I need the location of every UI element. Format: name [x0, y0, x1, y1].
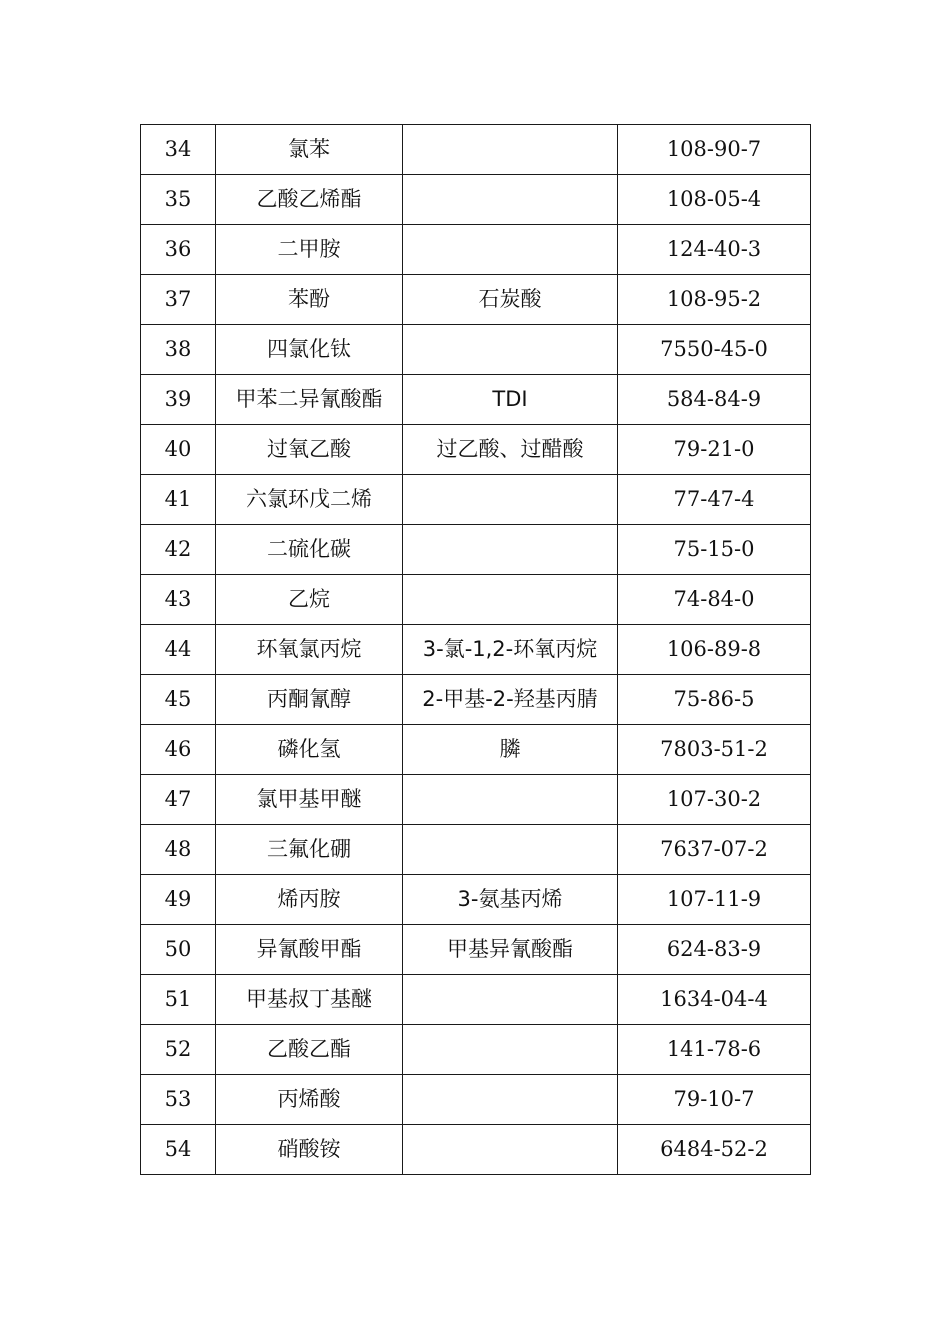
- chemical-name-cell: 过氧乙酸: [216, 425, 403, 475]
- cas-number-cell: 141-78-6: [618, 1025, 811, 1075]
- chemical-name-cell: 硝酸铵: [216, 1125, 403, 1175]
- table-row: [141, 1125, 811, 1175]
- chemical-name-cell: 乙酸乙烯酯: [216, 175, 403, 225]
- cas-number-cell: 6484-52-2: [618, 1125, 811, 1175]
- alias-cell: [403, 1025, 618, 1075]
- row-number-cell: 43: [141, 575, 216, 625]
- row-number-cell: 45: [141, 675, 216, 725]
- row-number-cell: 54: [141, 1125, 216, 1175]
- row-number-cell: 44: [141, 625, 216, 675]
- cas-number-cell: 7550-45-0: [618, 325, 811, 375]
- row-number-cell: 52: [141, 1025, 216, 1075]
- alias-cell: [403, 775, 618, 825]
- chemical-name-cell: 四氯化钛: [216, 325, 403, 375]
- chemical-name-cell: 环氧氯丙烷: [216, 625, 403, 675]
- row-number-cell: 50: [141, 925, 216, 975]
- chemical-name-cell: 氯甲基甲醚: [216, 775, 403, 825]
- row-number-cell: 38: [141, 325, 216, 375]
- table-row: [141, 225, 811, 275]
- table-row: [141, 325, 811, 375]
- alias-cell: 3-氯-1,2-环氧丙烷: [403, 625, 618, 675]
- alias-cell: [403, 825, 618, 875]
- chemical-name-cell: 异氰酸甲酯: [216, 925, 403, 975]
- row-number-cell: 37: [141, 275, 216, 325]
- alias-cell: [403, 975, 618, 1025]
- table-body: [141, 125, 811, 1175]
- chemical-name-cell: 六氯环戊二烯: [216, 475, 403, 525]
- row-number-cell: 36: [141, 225, 216, 275]
- cas-number-cell: 7803-51-2: [618, 725, 811, 775]
- cas-number-cell: 108-90-7: [618, 125, 811, 175]
- table-row: [141, 425, 811, 475]
- cas-number-cell: 79-21-0: [618, 425, 811, 475]
- cas-number-cell: 108-95-2: [618, 275, 811, 325]
- alias-cell: 过乙酸、过醋酸: [403, 425, 618, 475]
- row-number-cell: 35: [141, 175, 216, 225]
- alias-cell: [403, 525, 618, 575]
- chemical-name-cell: 三氟化硼: [216, 825, 403, 875]
- alias-cell: [403, 225, 618, 275]
- table-row: [141, 975, 811, 1025]
- alias-cell: TDI: [403, 375, 618, 425]
- chemical-name-cell: 甲基叔丁基醚: [216, 975, 403, 1025]
- chemical-name-cell: 丙酮氰醇: [216, 675, 403, 725]
- table-row: [141, 675, 811, 725]
- alias-cell: 2-甲基-2-羟基丙腈: [403, 675, 618, 725]
- table-row: [141, 1025, 811, 1075]
- cas-number-cell: 77-47-4: [618, 475, 811, 525]
- chemical-table: [140, 124, 811, 1175]
- alias-cell: [403, 125, 618, 175]
- chemical-name-cell: 丙烯酸: [216, 1075, 403, 1125]
- alias-cell: [403, 325, 618, 375]
- chemical-name-cell: 苯酚: [216, 275, 403, 325]
- alias-cell: [403, 1075, 618, 1125]
- table-row: [141, 775, 811, 825]
- alias-cell: [403, 175, 618, 225]
- row-number-cell: 40: [141, 425, 216, 475]
- table-row: [141, 375, 811, 425]
- alias-cell: 石炭酸: [403, 275, 618, 325]
- chemical-name-cell: 乙酸乙酯: [216, 1025, 403, 1075]
- cas-number-cell: 75-15-0: [618, 525, 811, 575]
- cas-number-cell: 124-40-3: [618, 225, 811, 275]
- cas-number-cell: 107-30-2: [618, 775, 811, 825]
- table-row: [141, 575, 811, 625]
- alias-cell: 膦: [403, 725, 618, 775]
- cas-number-cell: 584-84-9: [618, 375, 811, 425]
- cas-number-cell: 108-05-4: [618, 175, 811, 225]
- row-number-cell: 39: [141, 375, 216, 425]
- cas-number-cell: 75-86-5: [618, 675, 811, 725]
- cas-number-cell: 106-89-8: [618, 625, 811, 675]
- row-number-cell: 51: [141, 975, 216, 1025]
- alias-cell: [403, 1125, 618, 1175]
- chemical-name-cell: 二硫化碳: [216, 525, 403, 575]
- alias-cell: 3-氨基丙烯: [403, 875, 618, 925]
- cas-number-cell: 1634-04-4: [618, 975, 811, 1025]
- row-number-cell: 42: [141, 525, 216, 575]
- cas-number-cell: 107-11-9: [618, 875, 811, 925]
- row-number-cell: 48: [141, 825, 216, 875]
- cas-number-cell: 624-83-9: [618, 925, 811, 975]
- chemical-name-cell: 二甲胺: [216, 225, 403, 275]
- chemical-name-cell: 氯苯: [216, 125, 403, 175]
- table-row: [141, 725, 811, 775]
- row-number-cell: 41: [141, 475, 216, 525]
- alias-cell: 甲基异氰酸酯: [403, 925, 618, 975]
- table-row: [141, 925, 811, 975]
- table-row: [141, 475, 811, 525]
- row-number-cell: 49: [141, 875, 216, 925]
- chemical-name-cell: 乙烷: [216, 575, 403, 625]
- row-number-cell: 47: [141, 775, 216, 825]
- chemical-name-cell: 烯丙胺: [216, 875, 403, 925]
- table-row: [141, 275, 811, 325]
- table-row: [141, 175, 811, 225]
- cas-number-cell: 74-84-0: [618, 575, 811, 625]
- table-row: [141, 875, 811, 925]
- alias-cell: [403, 475, 618, 525]
- table-row: [141, 125, 811, 175]
- table-row: [141, 1075, 811, 1125]
- alias-cell: [403, 575, 618, 625]
- cas-number-cell: 79-10-7: [618, 1075, 811, 1125]
- chemical-name-cell: 磷化氢: [216, 725, 403, 775]
- row-number-cell: 53: [141, 1075, 216, 1125]
- cas-number-cell: 7637-07-2: [618, 825, 811, 875]
- row-number-cell: 46: [141, 725, 216, 775]
- table-row: [141, 525, 811, 575]
- row-number-cell: 34: [141, 125, 216, 175]
- table-row: [141, 825, 811, 875]
- chemical-name-cell: 甲苯二异氰酸酯: [216, 375, 403, 425]
- table-row: [141, 625, 811, 675]
